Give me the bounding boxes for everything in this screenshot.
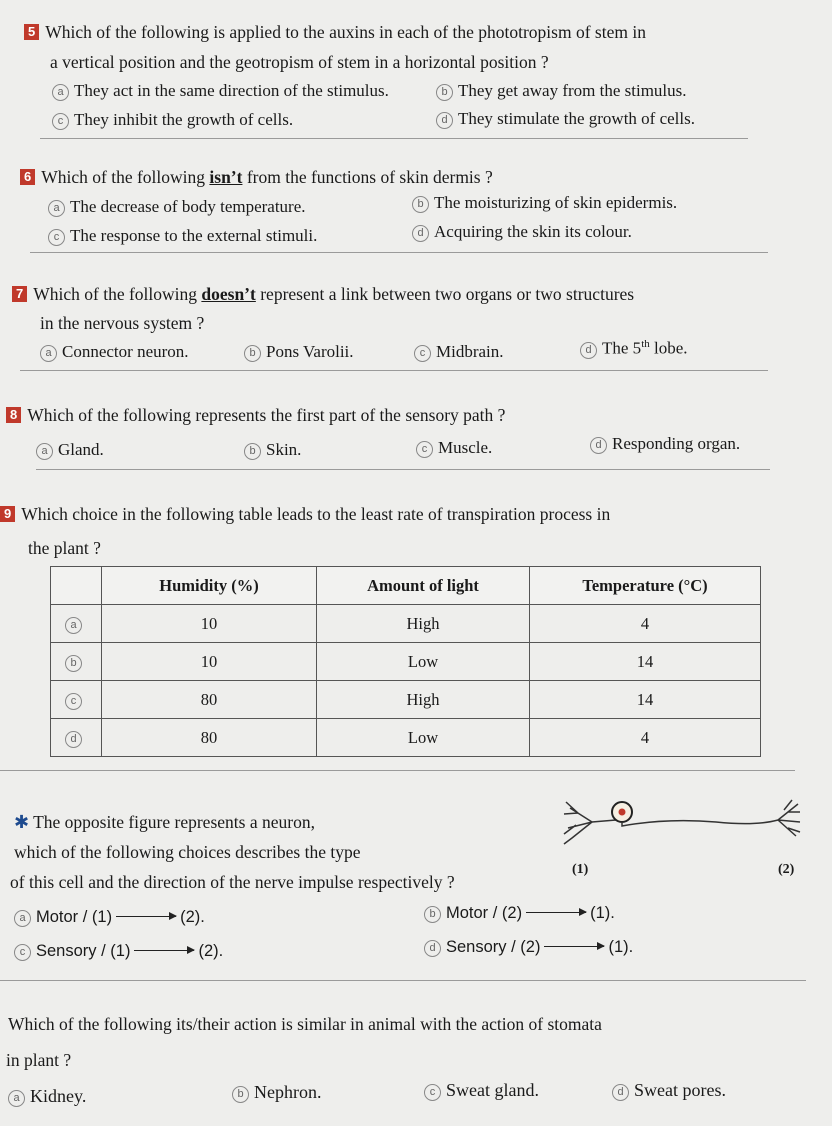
option-letter: b: [244, 345, 261, 362]
option-letter: a: [36, 443, 53, 460]
arrow-icon: [544, 946, 604, 947]
option-letter: d: [65, 731, 82, 748]
question-text: represent a link between two organs or two structures: [255, 284, 635, 304]
table-cell: High: [317, 605, 530, 643]
cell-process: [592, 820, 616, 822]
question-6-stem: [20, 167, 493, 188]
question-text: Which of the following is applied to the auxins in each of the phototropism of stem in: [45, 22, 646, 42]
question-text: Which of the following: [33, 284, 202, 304]
option-letter: d: [580, 342, 597, 359]
superscript: th: [641, 338, 650, 350]
option-letter: c: [414, 345, 431, 362]
option-text: Sweat gland.: [446, 1080, 539, 1100]
table-cell: 80: [102, 681, 317, 719]
option-text: They act in the same direction of the stimulus.: [74, 81, 389, 100]
question-8-stem: [6, 405, 505, 426]
divider: [36, 469, 770, 470]
q7-option-b[interactable]: [244, 342, 354, 362]
figure-label-2: (2): [778, 862, 795, 877]
q11-option-a[interactable]: [8, 1086, 86, 1107]
dendrite-end-2: [778, 800, 800, 836]
divider: [40, 138, 748, 139]
question-number: 7: [12, 286, 27, 302]
divider: [30, 252, 768, 253]
question-number: 5: [24, 24, 39, 40]
q6-option-a[interactable]: [48, 197, 306, 217]
question-number: 8: [6, 407, 21, 423]
dendrite-end-1: [564, 802, 592, 844]
option-text: Motor / (1): [36, 908, 113, 926]
table-cell: Low: [317, 643, 530, 681]
table-row[interactable]: [51, 643, 761, 681]
q5-option-c[interactable]: [52, 110, 293, 130]
option-text: Midbrain.: [436, 342, 504, 361]
q5-option-b[interactable]: [436, 81, 687, 101]
option-letter: c: [48, 229, 65, 246]
table-cell: 4: [530, 605, 761, 643]
option-text: Sweat pores.: [634, 1080, 726, 1100]
q6-option-c[interactable]: [48, 226, 317, 246]
q8-option-a[interactable]: [36, 440, 104, 460]
question-emphasis: doesn’t: [201, 284, 256, 304]
option-text: (2).: [180, 908, 205, 926]
question-text: Which choice in the following table leads to the least rate of transpiration process in: [21, 504, 611, 524]
option-text: Connector neuron.: [62, 342, 189, 361]
table-cell: 4: [530, 719, 761, 757]
table-cell: 14: [530, 643, 761, 681]
option-letter: b: [424, 906, 441, 923]
arrow-icon: [134, 950, 194, 951]
transpiration-table: [50, 566, 761, 757]
option-letter: a: [65, 617, 82, 634]
option-text: They inhibit the growth of cells.: [74, 110, 294, 129]
option-letter: d: [590, 437, 607, 454]
option-letter: b: [412, 196, 429, 213]
question-text: Which of the following: [41, 167, 210, 187]
q8-option-c[interactable]: [416, 438, 492, 458]
option-text: (1).: [608, 938, 634, 956]
option-text: Sensory / (1): [36, 942, 131, 960]
option-letter: b: [436, 84, 453, 101]
option-text: Pons Varolii.: [266, 342, 354, 361]
option-text: The 5: [602, 338, 642, 358]
table-row[interactable]: [51, 605, 761, 643]
question-10-stem: [14, 812, 315, 833]
option-letter: a: [40, 345, 57, 362]
option-text: (1).: [590, 904, 615, 922]
option-text: The moisturizing of skin epidermis.: [434, 193, 678, 212]
option-text: The response to the external stimuli.: [70, 226, 318, 245]
table-cell: 10: [102, 605, 317, 643]
option-text: Gland.: [58, 440, 104, 459]
option-letter: c: [416, 441, 433, 458]
option-letter: d: [612, 1084, 629, 1101]
q5-option-d[interactable]: [436, 109, 695, 129]
option-text: Muscle.: [438, 438, 493, 457]
option-letter: a: [14, 910, 31, 927]
neuron-figure: [556, 792, 806, 852]
option-text: lobe.: [649, 338, 688, 358]
option-letter: d: [436, 112, 453, 129]
table-row[interactable]: [51, 719, 761, 757]
figure-label-1: (1): [572, 862, 589, 877]
option-text: Skin.: [266, 440, 302, 459]
question-7-stem-line2: in the nervous system ?: [40, 313, 205, 333]
row-letter: [51, 681, 102, 719]
option-text: Responding organ.: [612, 434, 741, 453]
option-letter: b: [232, 1086, 249, 1103]
question-9-stem: [0, 504, 610, 525]
option-letter: a: [8, 1090, 25, 1107]
table-row[interactable]: [51, 681, 761, 719]
question-5-stem-line2: a vertical position and the geotropism of stem in a horizontal position ?: [50, 52, 549, 72]
option-letter: c: [65, 693, 82, 710]
table-cell: High: [317, 681, 530, 719]
arrow-icon: [116, 916, 176, 917]
nucleus: [619, 809, 626, 816]
q8-option-d[interactable]: [590, 434, 740, 454]
option-letter: a: [52, 84, 69, 101]
divider: [0, 980, 806, 981]
question-7-stem: [12, 284, 634, 305]
row-letter: [51, 643, 102, 681]
q7-option-c[interactable]: [414, 342, 504, 362]
option-letter: d: [412, 225, 429, 242]
table-cell: 10: [102, 643, 317, 681]
table-cell: 14: [530, 681, 761, 719]
q7-option-a[interactable]: [40, 342, 189, 362]
question-11-stem-line2: in plant ?: [6, 1050, 72, 1070]
q5-option-a[interactable]: [52, 81, 389, 101]
option-text: Nephron.: [254, 1082, 322, 1102]
option-letter: b: [244, 443, 261, 460]
row-letter: [51, 605, 102, 643]
question-emphasis: isn’t: [209, 167, 243, 187]
question-11-stem: Which of the following its/their action is similar in animal with the action of stomata: [8, 1014, 602, 1034]
row-letter: [51, 719, 102, 757]
q8-option-b[interactable]: [244, 440, 301, 460]
option-letter: c: [424, 1084, 441, 1101]
question-text: The opposite figure represents a neuron,: [33, 812, 315, 832]
q10-option-d[interactable]: [424, 938, 633, 957]
option-text: Acquiring the skin its colour.: [434, 222, 632, 241]
table-header-corner: [51, 567, 102, 605]
question-10-stem-line2: which of the following choices describes the type: [14, 842, 361, 862]
question-9-stem-line2: the plant ?: [28, 538, 101, 558]
option-letter: c: [14, 944, 31, 961]
option-letter: c: [52, 113, 69, 130]
q11-option-b[interactable]: [232, 1082, 321, 1103]
option-letter: d: [424, 940, 441, 957]
option-text: The decrease of body temperature.: [70, 197, 306, 216]
star-icon: ✱: [14, 812, 30, 832]
option-text: (2).: [198, 942, 224, 960]
q6-option-b[interactable]: [412, 193, 677, 213]
question-5-stem: [24, 22, 646, 43]
question-10-stem-line3: of this cell and the direction of the nerve impulse respectively ?: [10, 872, 455, 892]
divider: [0, 770, 795, 771]
q11-option-d[interactable]: [612, 1080, 726, 1101]
option-text: Motor / (2): [446, 904, 523, 922]
option-letter: a: [48, 200, 65, 217]
q10-option-b[interactable]: [424, 904, 615, 923]
q6-option-d[interactable]: [412, 222, 632, 242]
arrow-icon: [526, 912, 586, 913]
table-cell: Low: [317, 719, 530, 757]
question-text: from the functions of skin dermis ?: [242, 167, 493, 187]
q11-option-c[interactable]: [424, 1080, 539, 1101]
option-text: They stimulate the growth of cells.: [458, 109, 695, 128]
table-header: Amount of light: [317, 567, 530, 605]
table-header: Humidity (%): [102, 567, 317, 605]
table-header-row: [51, 567, 761, 605]
option-letter: b: [65, 655, 82, 672]
option-text: Sensory / (2): [446, 938, 541, 956]
question-number: 6: [20, 169, 35, 185]
divider: [20, 370, 768, 371]
option-text: Kidney.: [30, 1086, 87, 1106]
option-text: They get away from the stimulus.: [458, 81, 687, 100]
question-text: Which of the following represents the first part of the sensory path ?: [27, 405, 506, 425]
q10-option-c[interactable]: [14, 942, 223, 961]
table-cell: 80: [102, 719, 317, 757]
table-header: Temperature (°C): [530, 567, 761, 605]
axon: [622, 820, 778, 826]
question-number: 9: [0, 506, 15, 522]
q10-option-a[interactable]: [14, 908, 205, 927]
q7-option-d[interactable]: [580, 338, 688, 359]
